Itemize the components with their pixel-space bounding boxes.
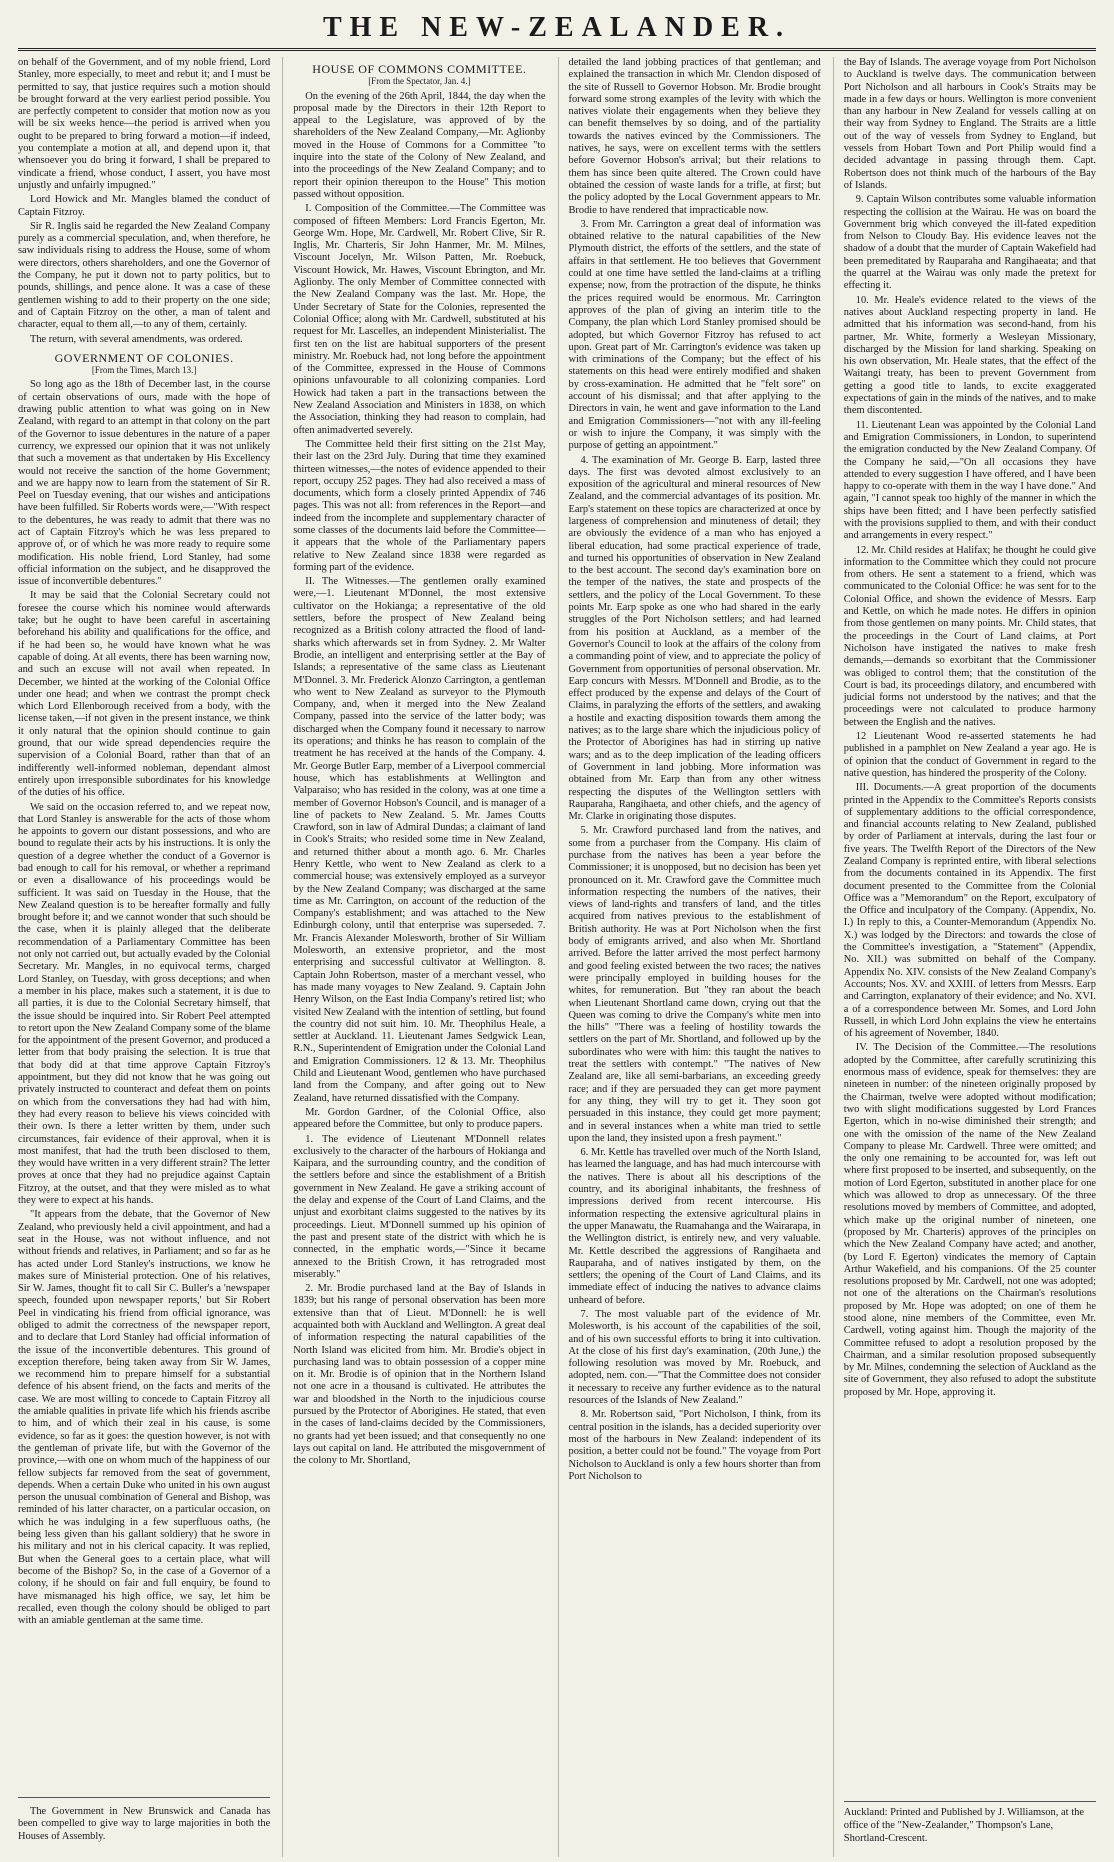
article-heading: GOVERNMENT OF COLONIES. xyxy=(54,350,234,365)
paragraph: On the evening of the 26th April, 1844, the day when the proposal made by the Directors in their 12th Report to appeal to the Legislature, was approved of by the shareholders of the New Zealand Company,—Mr. Aglionby moved in the House of Commons for a Committee "to inquire into the state of the Colony of New Zealand, and into the proceedings of the New Zealand Company; and to report their opinion thereupon to the House" This motion passed without opposition. xyxy=(293,90,546,200)
paragraph: Sir R. Inglis said he regarded the New Zealand Company purely as a commercial speculation, and, when therefore, he saw individuals rising to address the House, some of whom were directors, others shareholders, and one the Governor of the Company, he put it down not to party politics, but to pounds, shillings, and pence alone. It was a case of these gentlemen wishing to add to their property on the one side; and of Captain Fitzroy on the other, a man of talent and character, equal to them all,—to any of them, certainly. xyxy=(18,220,271,331)
printer-imprint: Auckland: Printed and Published by J. Williamson, at the office of the "New-Zealander," Thompson's Lane, Shortland-Crescent. xyxy=(844,1801,1096,1845)
paragraph: Lord Howick and Mr. Mangles blamed the conduct of Captain Fitzroy. xyxy=(18,194,271,218)
paragraph: So long ago as the 18th of December last, in the course of certain observations of ours, made with the hope of drawing public attention to what was going on in New Zealand, with regard to an attempt in that colony on the part of the Governor to issue debentures in the nature of a paper currency, we expressed our opinion that it was not unlikely that such a movement as that undertaken by His Excellency would not receive the sanction of the home Government; and we are happy now to learn from the statement of Sir R. Peel on Tuesday evening, that our wishes and anticipations have been fulfilled. Sir Roberts words were,—"With respect to the debentures, he was ready to admit that there was no act of Captain Fitzroy's which he was less prepared to approve of, or of which he was more ready to require some modification. His noble friend, Lord Stanley, had some official information on the subject, and he disapproved the issue of inconvertible debentures." xyxy=(18,379,271,588)
article-heading: HOUSE OF COMMONS COMMITTEE. xyxy=(312,62,527,76)
paragraph: The return, with several amendments, was ordered. xyxy=(30,333,243,345)
column-container xyxy=(18,57,1096,1857)
paragraph: 4. The examination of Mr. George B. Earp, lasted three days. The first was devoted almost exclusively to an exposition of the agricultural and mineral resources of New Zealand, and the commercial advantages of its position. Mr. Earp's statement on these topics are characterized at once by largeness of comprehension and minuteness of detail; they are obviously the evidence of a man who has enjoyed a liberal education, had some practical experience of trade, and turned his opportunities of observation in New Zealand to the best account. The second day's examination bore on the temper of the natives, the state and prospects of the settlers, and the policy of the Local Government. To these points Mr. Earp spoke as one who had shared in the early struggles of the Port Nicholson settlers; and had learned from his position at Auckland, as a member of the Governor's Council to look at the affairs of the colony from a commanding point of view, and to appreciate the policy of Government from opportunities of personal observation. Mr. Earp concurs with Messrs. M'Donnell and Brodie, as to the effect produced by the expense and delays of the Court of Claims, in paralyzing the efforts of the settlers, and awaking a hostile and exacting disposition towards them among the natives; as to the large share which the injudicious policy of the Protector of Aborigines has had in stirring up native wars; and as to the deep implication of the leading officers of Government in land jobbing. More information was obtained from Mr. Earp than from any other witness respecting the disputes of the Wellington settlers with Rauparaha, Rangihaeta, and other chiefs, and the agency of Mr. Clarke in originating those disputes. xyxy=(568,454,821,823)
paragraph: Mr. Gordon Gardner, of the Colonial Office, also appeared before the Committee, but only to produce papers. xyxy=(293,1106,546,1131)
column-1 xyxy=(18,57,270,1857)
newspaper-title: THE NEW-ZEALANDER. xyxy=(322,12,792,43)
masthead xyxy=(18,10,1096,51)
paragraph: 5. Mr. Crawford purchased land from the natives, and some from a purchaser from the Company. His claim of purchase from the natives has been a year before the Commissioner; it is unopposed, but no decision has been yet pronounced on it. Mr. Crawford gave the Committee much information respecting the numbers of the natives, their views of land-rights and transfers of land, and the titles acquired from natives previous to the establishment of British authority. He was at Port Nicholson when the first body of emigrants arrived, and also when Mr. Shortland arrived. Before the latter arrived the most perfect harmony and good feeling existed between the two races; the natives were principally employed in building houses for the whites, for remuneration. But "they ran about the beach when Lieutenant Shortland came down, crying out that the Queen was coming to drive the Company's white men into the hills" "There was a feeling of hostility towards the settlers on the part of Mr. Shortland, and followed up by the subordinates who were with him: this taught the natives to treat the settlers with contempt." "The natives of New Zealand are, like all semi-barbarians, an exceeding greedy race; and if they are persuaded they can get more payment for any thing, they will try to get it. They soon got persuaded in this instance, they could get more payment; and in several instances when a white man tried to settle upon the land, they insisted upon a fresh payment." xyxy=(568,825,821,1144)
column-2 xyxy=(282,57,545,1857)
paragraph: We said on the occasion referred to, and we repeat now, that Lord Stanley is answerable for the acts of those whom he appoints to govern our distant possessions, and who are bound to regulate their acts by his instructions. It is only the question of a degree whether the conduct of a Governor is bad enough to call for his removal, or whether a reprimand or even a disallowance of his proceedings would be sufficient. It was said on Tuesday in the House, that the New Zealand question is to be hereafter formally and fully brought before it; and we cannot wonder that such should be the case, when it is plainly alleged that the deliberate recommendation of a Parliamentary Committee has been not only not carried out, but actually evaded by the Colonial Secretary. Mr. Mangles, in no equivocal terms, charged Lord Stanley, on Tuesday, with gross deceptions; and when a member in his place, makes such a statement, it is due to all parties, it is due to the Colonial Secretary himself, that the issue should be inquired into. Sir Robert Peel attempted to retort upon the New Zealand Company some of the blame for the appointment of the present Governor, and produced a letter from that body praising the selection. It is true that that body did at that time approve Captain Fitzroy's appointment, but they did not know that he was going out privately instructed to counteract and defeat them on points on which from the conversations they had had with him, they had every reason to believe his views coincided with their own. Is there a letter written by them, under such circumstances, fair evidence of their approval, when it is most manifest, that had the truth been disclosed to them, they would have written in a very different strain? The letter proves at once that they had no prejudice against Captain Fitzroy, at the outset, and that they were misled as to what they were to expect at his hands. xyxy=(18,801,271,1207)
column-4 xyxy=(833,57,1096,1857)
paragraph: 12. Mr. Child resides at Halifax; he thought he could give information to the Committee which they could not procure from others. He sent a statement to a friend, which was communicated to the Colonial Office: he was sent for to the Colonial Office, and shown the evidence of Messrs. Earp and Kettle, on which he made notes. He differs in opinion from those gentlemen on many points. Mr. Child states, that the proceedings in the Court of Land claims, at Port Nicholson have instigated the natives to make fresh demands,—demands so exorbitant that the Commissioner was obliged to control them; that the constitution of the Court is bad, its proceedings dilatory, and encumbered with judicial forms not understood by the natives; and that the proceedings were not calculated to produce harmony between the English and the natives. xyxy=(843,544,1096,728)
paragraph: the Bay of Islands. The average voyage from Port Nicholson to Auckland is twelve days. The communication between Port Nicholson and all harbours in Cook's Straits may be made in a few days or hours. Wellington is more convenient than any harbour in New Zealand for vessels calling at on their way from Sydney to England. The Straits are a little out of the way of vessels from Sydney to England, but vessels from Hobart Town and Port Philip would find a decided advantage in passing through them. Capt. Robertson does not think much of the harbours of the Bay of Islands. xyxy=(843,57,1096,191)
paragraph: 2. Mr. Brodie purchased land at the Bay of Islands in 1839; but his range of personal observation has been more extensive than that of Lieut. M'Donnell: he is well acquainted both with Auckland and Wellington. A great deal of information respecting the natural capabilities of the North Island was elicited from him. Mr. Brodie's object in purchasing land was to obtain possession of a copper mine on it. Mr. Brodie is of opinion that in the Northern Island not one acre in a thousand is cultivated. He attributes the war and bloodshed in the North to the injudicious course pursued by the Protector of Aborigines. He stated, that even in the cases of land-claims decided by the Commissioners, no grants had yet been issued; and that consequently no one lays out capital on land. He attributed the misgovernment of the colony to Mr. Shortland, xyxy=(293,1283,546,1467)
paragraph: "It appears from the debate, that the Governor of New Zealand, who previously held a civil appointment, and had a seat in the House, was not without influence, and not without friends and relatives, in Parliament; and so far as he has acted under Lord Stanley's instructions, we know he makes sure of Ministerial protection. One of his relatives, Sir W. James, thought fit to call Sir C. Buller's a 'newspaper speech, founded upon newspaper reports,' but Sir Robert Peel in vindicating his friend from official ignorance, was obliged to admit the correctness of the newspaper report, and to declare that Lord Stanley had official information of the issue of the inconvertible debentures. This ground of exception therefore, being taken away from Sir W. James, we recommend him to prepare himself for a substantial defence of his absent friend, on the facts and merits of the case. We are most willing to concede to Captain Fitzroy all the amiable qualities in private life which his friends ascribe to him, and of which their zeal in his cause, is some evidence, so far as it goes: the question however, is not with the gentleman of private life, but with the Governor of the province,—with one on whom much of the happiness of our fellow subjects far removed from the seat of government, depends. When a certain Duke who united in his own august person the unusual combination of General and Bishop, was reminded of his latter character, on a particular occasion, on which he was indulging in a few superfluous oaths, (he being less given than his gallant soldiery) that he swore in his military and not in his clerical capacity. It was replied, But when the General goes to a certain place, what will become of the Bishop? So, in the case of a Governor of a colony, if he should on fair and full enquiry, be found to have mismanaged his high office, we say, let him be recalled, even though the colony should be obliged to part with an amiable gentleman at the same time. xyxy=(18,1209,271,1627)
paragraph: 11. Lieutenant Lean was appointed by the Colonial Land and Emigration Commissioners, in London, to superintend the emigration conducted by the New Zealand Company. Of the Company he said,—"On all occasions they have attended to every suggestion I have offered, and I have been happy to co-operate with them in the way I have done." And again, "I cannot speak too highly of the manner in which the ships have been fitted; and I have been perfectly satisfied with the provisions supplied to them, and with their conduct and arrangements in every respect." xyxy=(843,419,1096,542)
column-3 xyxy=(558,57,821,1857)
paragraph: III. Documents.—A great proportion of the documents printed in the Appendix to the Committee's Reports consists of supplementary additions to the official correspondence, and financial accounts relating to New Zealand, published by order of Parliament at intervals, during the last four or five years. The Twelfth Report of the Directors of the New Zealand Company is reprinted entire, with liberal selections from the documents contained in its Appendix. The first document presented to the Committee from the Colonial Office was a "Memorandum" on the Report, exculpatory of the Office and inculpatory of the Company. (Appendix, No. I.) In reply to this, a Counter-Memorandum (Appendix No. X.) was lodged by the Directors: and towards the close of the Committee's investigation, a "Statement" (Appendix, No. XII.) was submitted on behalf of the Company. Appendix No. XIV. consists of the New Zealand Company's Accounts; Nos. XV. and XXIII. of letters from Messrs. Earp and Carrington, explanatory of their evidence; and No. XVI. a of a correspondence between Mr. Somes, and Lord John Russell, in which Lord John explains the view he entertains of his agreement of November, 1840. xyxy=(843,782,1096,1040)
paragraph: II. The Witnesses.—The gentlemen orally examined were,—1. Lieutenant M'Donnel, the most extensive cultivator on the Hokianga; a representative of the old settlers, before the prospect of New Zealand being recognized as a British colony attracted the flood of land-sharks which afterwards set in from Sydney. 2. Mr Walter Brodie, an intelligent and enterprising settler at the Bay of Islands; a representative of the same class as Lieutenant M'Donnel. 3. Mr. Frederick Alonzo Carrington, a gentleman who went to New Zealand as surveyor to the Plymouth Company, and, when it merged into the New Zealand Company, passed into the service of the latter body; was discharged when the Company found it necessary to narrow its operations; and thinks he has reason to complain of the treatment he has received at the hands of the Company. 4. Mr. George Butler Earp, member of a Liverpool commercial house, which has establishments at Wellington and Valparaiso; who has resided in the colony, was at one time a member of Governor Hobson's Council, and is manager of a line of packets to New Zealand. 5. Mr. James Coutts Crawford, son in law of Admiral Dundas; a claimant of land in Cook's Straits; who resided some time in New Zealand, and returned thither about a month ago. 6. Mr. Charles Henry Kettle, who went to New Zealand as clerk to a commercial house; was extensively employed as a surveyor by the New Zealand Company; was discharged at the same time as Mr. Carrington, on account of the reduction of the Company's establishment; and was attached to the New Edinburgh colony, until that enterprise was superseded. 7. Mr. Francis Alexander Molesworth, brother of Sir William Molesworth, an extensive proprietor, and the most enterprising and successful cultivator at Wellington. 8. Captain John Robertson, master of a merchant vessel, who has made many voyages to New Zealand. 9. Captain John Henry Wilson, on the East India Company's retired list; who visited New Zealand with the intention of settling, but found the country did not suit him. 10. Mr. Theophilus Heale, a settler at Auckland. 11. Lieutenant James Sedgwick Lean, R.N., Superintendent of Emigration under the Colonial Land and Emigration Commissioners. 12 & 13. Mr. Theophilus Child and Lieutenant Wood, gentlemen who have purchased land from the Company, and after going out to New Zealand, have returned dissatisfied with the Company. xyxy=(293,576,546,1104)
paragraph: IV. The Decision of the Committee.—The resolutions adopted by the Committee, after carefully scrutinizing this enormous mass of evidence, speak for themselves: they are nineteen in number: of the nineteen originally proposed by the Chairman, twelve were adopted without modification; two with slight modifications suggested by Lord Frances Egerton, which in no-wise diminished their strength; and one with the omission of the name of the New Zealand Company to please Mr. Cardwell. Three were omitted; and the only one remaining to be accounted for, was left out where first proposed to be inserted, and subsequently, on the motion of Lord Egerton, substituted in another place for one which was allowed to drop as unnecessary. Of the three resolutions moved by members of Committee, and adopted, which make up the original number of nineteen, one (proposed by Mr. Charteris) approves of the principles on which the New Zealand Company have acted; and another, (by Lord F. Egerton) vindicates the memory of Captain Arthur Wakefield, and his companions. Of the 25 counter resolutions proposed by Mr. Cardwell, not one was adopted; not one of the alterations on the Chairman's resolutions proposed by Mr. Hope was adopted; on one of them he stood alone, nine members of the Committee, even Mr. Cardwell, voting against him. Though the majority of the Committee refused to adopt a resolution proposed by the Chairman, and a similar resolution proposed subsequently by Mr. Milnes, condemning the selection of Auckland as the site of Government, they also refused to adopt the substitute proposed by Mr. Hope, approving it. xyxy=(843,1042,1096,1398)
paragraph: The Committee held their first sitting on the 21st May, their last on the 23rd July. During that time they examined thirteen witnesses,—the notes of evidence appended to their report, occupy 252 pages. They had also received a mass of documents, which form a closely printed Appendix of 746 pages. This was not all: from references in the Report—and indeed from the incomplete and supplementary character of some classes of the documents laid before the Committee—it appears that the whole of the Parliamentary papers relative to New Zealand since 1838 were regarded as forming part of the evidence. xyxy=(293,438,546,573)
paragraph: 6. Mr. Kettle has travelled over much of the North Island, has learned the language, and has had much intercourse with the natives. There is about all his descriptions of the country, and its aboriginal inhabitants, the freshness of impressions derived from recent intercourse. His information respecting the extensive agricultural plains in the upper Manawatu, the Ruamahanga and the Wairarapa, in the Wellington district, is entirely new, and very valuable. Mr. Kettle described the aggressions of Rangihaeta and Rauparaha, and of natives instigated by them, on the settlers; the opening of the Court of Land Claims, and its immediate effect of inducing the natives to advance claims unheard of before. xyxy=(568,1147,821,1306)
paragraph: 9. Captain Wilson contributes some valuable information respecting the collision at the Wairau. He was on board the Government brig which conveyed the ill-fated expedition from Nelson to Cloudy Bay. His evidence leaves not the shadow of a doubt that the murder of Captain Wakefield had been premeditated by Rauparaha and Rangihaeata; and that the quarrel at the Wairau was only made the pretext for effecting it. xyxy=(843,194,1096,292)
paragraph: 7. The most valuable part of the evidence of Mr. Molesworth, is his account of the capabilities of the soil, and of his own successful efforts to bring it into cultivation. At the close of his first day's examination, (20th June,) the following resolution was moved by Mr. Roebuck, and adopted, nem. con.—"That the Committee does not consider it necessary to receive any further evidence as to the natural resources of the Islands of New Zealand." xyxy=(568,1308,821,1407)
article-source: [From the Times, March 13.] xyxy=(91,365,197,376)
paragraph: 12 Lieutenant Wood re-asserted statements he had published in a pamphlet on New Zealand a year ago. He is of opinion that the conduct of Government in regard to the native question, has hindered the prosperity of the Colony. xyxy=(843,731,1096,779)
paragraph: 3. From Mr. Carrington a great deal of information was obtained relative to the natural capabilities of the New Plymouth district, the efforts of the settlers, and the state of affairs in that settlement. He too believes that Government could at one time have settled the land-claims at a trifling expense; now, from the protraction of the dispute, he thinks the prices required would be enormous. Mr. Carrington approves of the plan of giving an interim title to the Company, the plan which Lord Stanley promised should be adopted, but which Governor Fitzroy has refused to act upon. Great part of Mr. Carrington's evidence was taken up with criminations of the Company; but the effect of his statements on this head were entirely modified and shaken by cross-examination. He admitted that he "felt sore" on account of his dismissal; and that after applying to the Directors in vain, he went and gave information to the Land and Emigration Commissioners—"not with any ill-feeling or wish to injure the Company, it was simply with the purpose of getting an appointment." xyxy=(568,218,821,452)
paragraph: on behalf of the Government, and of my noble friend, Lord Stanley, more especially, to meet and rebut it; and I must be permitted to say, that justice requires such a motion should be brought forward at the very earliest period possible. You are perfectly competent to consider that motion now as you will be six weeks hence—the period is arrived when you ought to be prepared to bring forward a motion—if indeed, you contemplate a motion at all, and depend upon it, that whensoever you do bring it forward, I shall be prepared to vindicate a friend, whose conduct, I assert, you have most unjustly and unfairly impugned." xyxy=(18,57,271,191)
paragraph: detailed the land jobbing practices of that gentleman; and explained the transaction in which Mr. Clendon disposed of the site of Russell to Governor Hobson. Mr. Brodie brought forward some strong examples of the levity with which the natives violate their engagements when they believe they can benefit themselves by so doing, and of the partiality towards the natives evinced by the Commissioners. The natives, he says, were on excellent terms with the settlers before Governor Hobson's arrival; but their relations to them has since been quite altered. The Crown could have obtained the cession of waste lands for a trifle, at first; but the policy adopted by the Local Government appears to Mr. Brodie to have rendered that impracticable now. xyxy=(568,57,821,216)
paragraph: The Government in New Brunswick and Canada has been compelled to give way to large majorities in both the Houses of Assembly. xyxy=(18,1806,271,1842)
paragraph: 1. The evidence of Lieutenant M'Donnell relates exclusively to the character of the harbours of Hokianga and Kaipara, and the surrounding country, and the condition of the settlers before and since the establishment of a British government in New Zealand. He gave a striking account of the delay and expense of the Court of Land Claims, and the unjust and exorbitant claims suggested to the natives by its proceedings. Lieut. M'Donnell summed up his opinion of the past and present state of the district with which he is connected, in the emphatic words,—"Since it became annexed to the British Crown, it has retrograded most miserably." xyxy=(293,1133,546,1280)
paragraph: 10. Mr. Heale's evidence related to the views of the natives about Auckland respecting property in land. He admitted that his information was second-hand, from his partner, Mr. White, formerly a Wesleyan Missionary, discharged by the Mission for land sharking. Speaking on his own observation, Mr. Heale states, that the effect of the Waitangi treaty, has been to prevent Government from getting a good title to lands, to excite exaggerated expectations of gain in the minds of the natives, and to make them discontented. xyxy=(843,294,1096,417)
paragraph: It may be said that the Colonial Secretary could not foresee the course which his nominee would afterwards take; but he ought to have been careful in ascertaining beforehand his ability and qualifications for the office, and if he had been so, he would have known what he was capable of doing. At all events, there has been warning now, and such an excuse will not avail when repeated. In December, we hinted at the working of the Colonial Office under one head; and when we contrast the prompt check which Lord Ellenborough received from a body, with the license taken,—if not given in the present instance, we think it only natural that the opinion should continue to gain ground, that our wide spread dependencies require the supervision of a Colonial Board, rather than that of an indifferently well-informed nobleman, dependant almost entirely upon irresponsible subordinates for his knowledge of the duties of his office. xyxy=(18,590,271,799)
column-end-note xyxy=(18,1797,270,1845)
paragraph: 8. Mr. Robertson said, "Port Nicholson, I think, from its central position in the islands, has a decided superiority over most of the harbours in New Zealand: independent of its position, a better could not be found." The voyage from Port Nicholson to Auckland is only a few hours shorter than from Port Nicholson to xyxy=(568,1409,821,1482)
paragraph: I. Composition of the Committee.—The Committee was composed of fifteen Members: Lord Francis Egerton, Mr. George Wm. Hope, Mr. Cardwell, Mr. Robert Clive, Sir R. Inglis, Mr. Charteris, Sir John Hanmer, Mr. M. Milnes, Viscount Jocelyn, Mr. Wilson Patten, Mr. Roebuck, Viscount Howick, Mr. Hawes, Viscount Ebrington, and Mr. Aglionby. The only Member of Committee connected with the New Zealand Company was the last. Mr. Hope, the Under Secretary of State for the Colonies, represented the Colonial Office; along with Mr. Cardwell, substituted at his request for Mr. Lascelles, an independent Ministerialist. The first ten on the list are habitual supporters of the present ministry. Mr. Roebuck had, not long before the appointment of the Committee, expressed in the House of Commons opinions unfavourable to all colonizing companies. Lord Howick had taken a part in the transactions between the New Zealand Association and Ministers in 1838, on which the Association, thinking they had reason to complain, had often animadverted severely. xyxy=(293,203,546,436)
article-source: [From the Spectator, Jan. 4.] xyxy=(368,76,471,87)
